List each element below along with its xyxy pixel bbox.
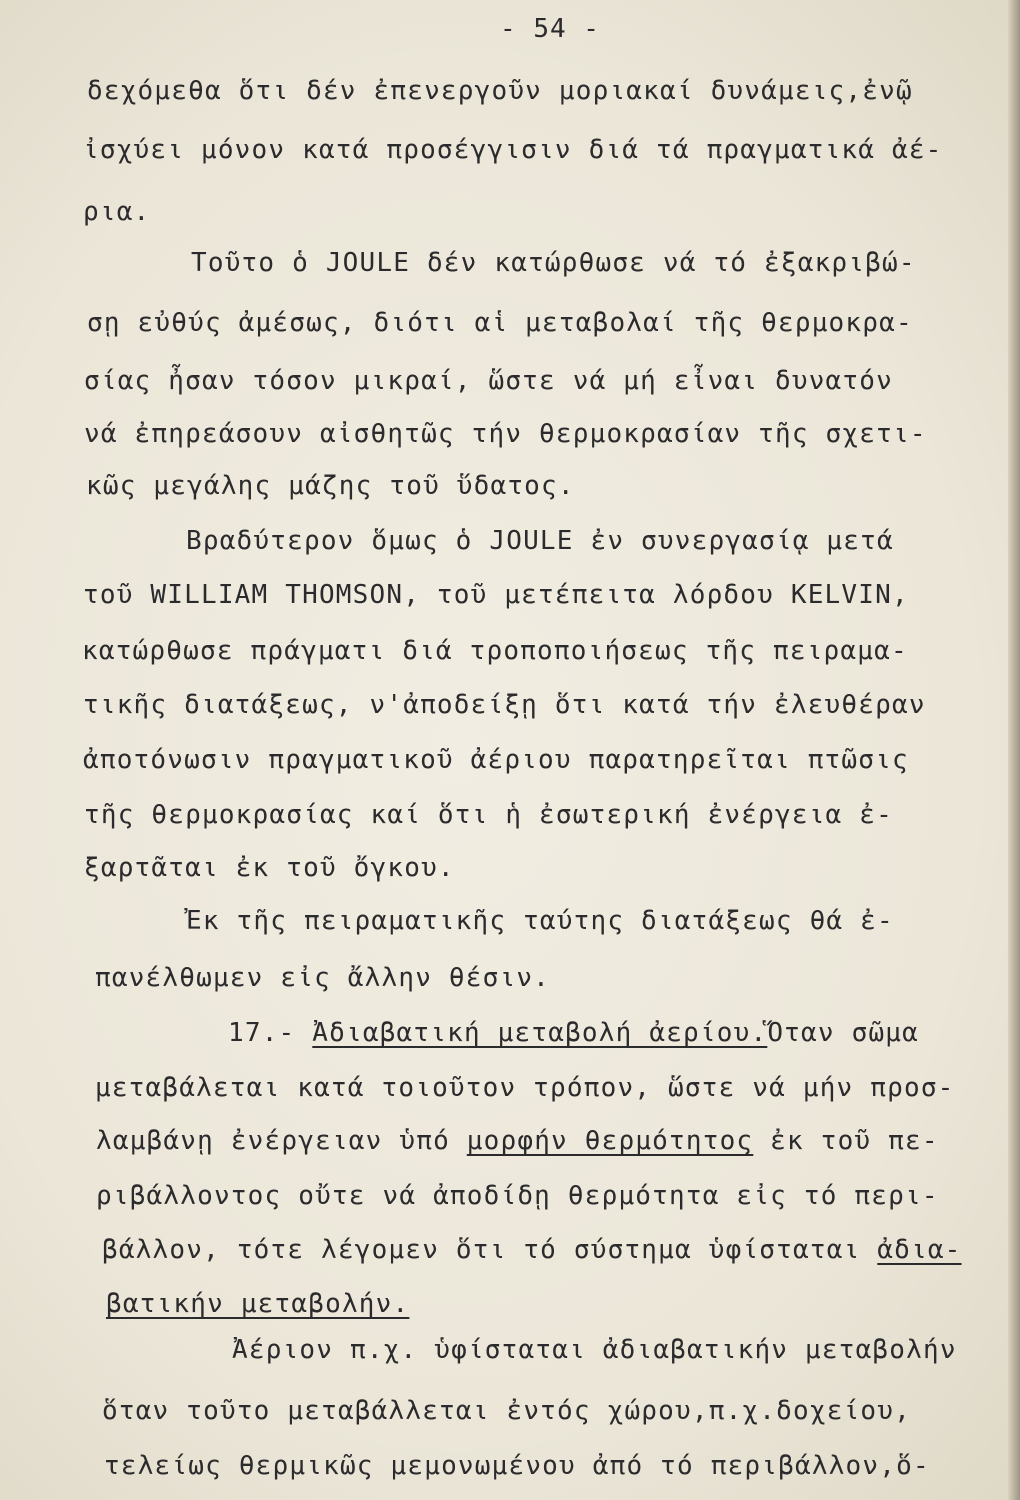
text-line: κατώρθωσε πράγματι διά τροποποιήσεως τῆς πειραμα- (82, 636, 908, 666)
text-line: ρια. (83, 197, 151, 227)
text-fragment: βάλλον, τότε λέγομεν ὅτι τό σύστημα ὑφίσταται (102, 1235, 878, 1265)
text-line: μεταβάλεται κατά τοιοῦτον τρόπον, ὥστε νά μήν προσ- (95, 1073, 955, 1103)
text-line: τοῦ WILLIAM THOMSON, τοῦ μετέπειτα λόρδου KELVIN, (83, 580, 909, 610)
section-title: Ἀδιαβατική μεταβολή ἀερίου. (312, 1018, 768, 1048)
text-line: Βραδύτερον ὅμως ὁ JOULE ἐν συνεργασίᾳ μετά (186, 526, 894, 556)
text-line: σίας ἦσαν τόσον μικραί, ὥστε νά μή εἶναι δυνατόν (84, 366, 893, 396)
binding-edge (1008, 0, 1020, 1500)
section-number: 17.- (228, 1018, 313, 1048)
text-line: κῶς μεγάλης μάζης τοῦ ὕδατος. (86, 471, 575, 501)
text-line: ξαρτᾶται ἐκ τοῦ ὄγκου. (84, 853, 455, 883)
text-line: ἀποτόνωσιν πραγματικοῦ ἀέριου παρατηρεῖται πτῶσις (83, 745, 909, 775)
text-line: τῆς θερμοκρασίας καί ὅτι ἡ ἐσωτερική ἐνέργεια ἐ- (84, 800, 893, 830)
text-line: ριβάλλοντος οὔτε νά ἀποδίδῃ θερμότητα εἰς τό περι- (96, 1181, 939, 1211)
text-line: νά ἐπηρεάσουν αἰσθητῶς τήν θερμοκρασίαν τῆς σχετι- (84, 419, 927, 449)
text-fragment: Ὅταν σῶμα (767, 1018, 920, 1048)
text-line (96, 1126, 939, 1156)
text-line: σῃ εὐθύς ἀμέσως, διότι αἱ μεταβολαί τῆς θερμοκρα- (87, 308, 913, 338)
text-line: ὅταν τοῦτο μεταβάλλεται ἐντός χώρου,π.χ.δοχείου, (102, 1396, 911, 1426)
text-fragment: ἐκ τοῦ πε- (753, 1126, 939, 1156)
underlined-term: βατικήν μεταβολήν. (106, 1289, 410, 1319)
text-line: τελείως θερμικῶς μεμονωμένου ἀπό τό περιβάλλον,ὅ- (104, 1451, 930, 1481)
text-line (106, 1289, 409, 1319)
text-line: Τοῦτο ὁ JOULE δέν κατώρθωσε νά τό ἐξακριβώ- (191, 248, 916, 278)
text-line: δεχόμεθα ὅτι δέν ἐπενεργοῦν μοριακαί δυνάμεις,ἐνῷ (87, 76, 913, 106)
text-line: Ἀέριον π.χ. ὑφίσταται ἀδιαβατικήν μεταβολήν (232, 1335, 957, 1365)
text-line: τικῆς διατάξεως, ν'ἀποδείξῃ ὅτι κατά τήν ἐλευθέραν (83, 690, 926, 720)
text-line: Ἐκ τῆς πειραματικῆς ταύτης διατάξεως θά ἐ- (186, 906, 894, 936)
text-fragment: λαμβάνῃ ἐνέργειαν ὑπό (96, 1126, 467, 1156)
section-heading-line (228, 1018, 919, 1048)
page-number: - 54 - (500, 14, 600, 44)
text-line (102, 1235, 962, 1265)
underlined-term: μορφήν θερμότητος (466, 1126, 754, 1156)
text-line: ἰσχύει μόνον κατά προσέγγισιν διά τά πραγματικά ἀέ- (83, 135, 943, 165)
text-line: πανέλθωμεν εἰς ἄλλην θέσιν. (95, 963, 551, 993)
underlined-term: ἀδια- (877, 1235, 962, 1265)
